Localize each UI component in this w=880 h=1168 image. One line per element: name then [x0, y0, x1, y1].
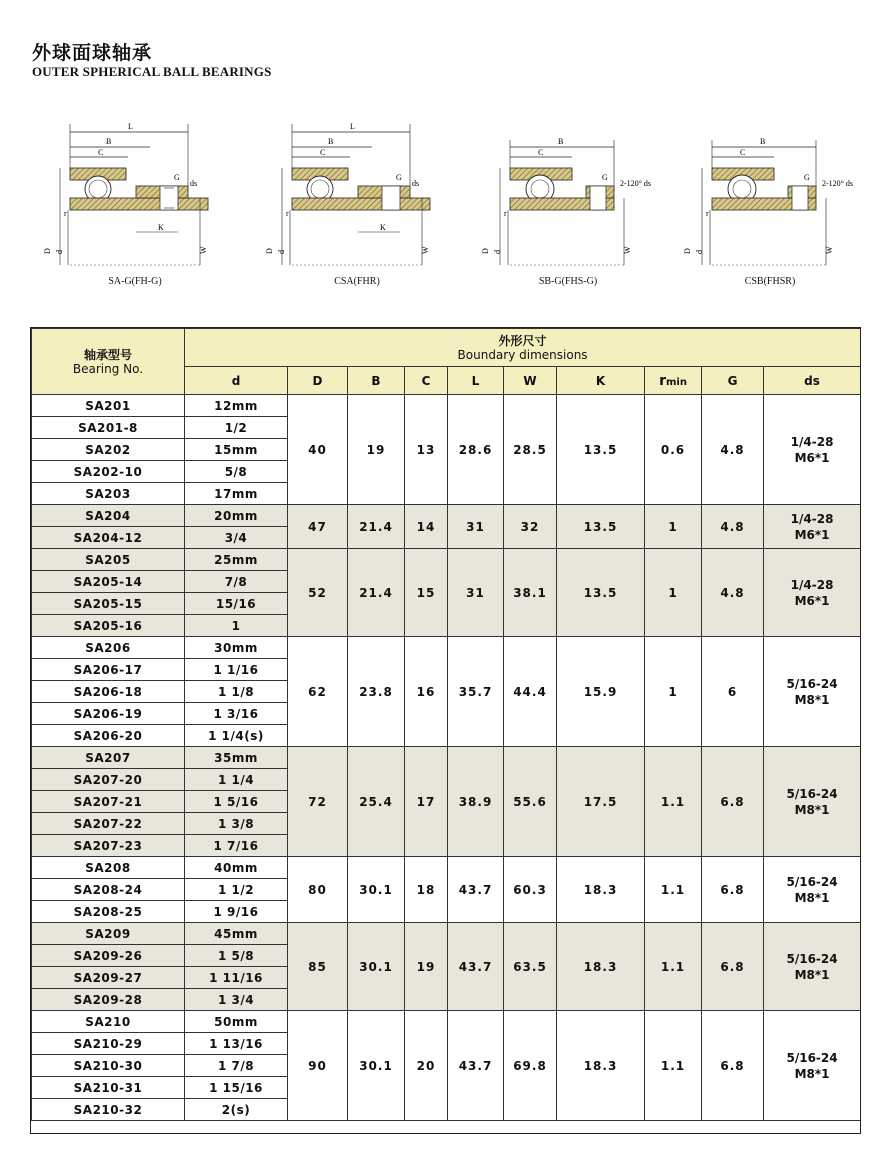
K-cell: 13.5 [557, 505, 645, 549]
dim-G-label: G [804, 173, 810, 182]
diagram-caption: CSA(FHR) [334, 276, 380, 287]
bearing-no-cell: SA208 [32, 857, 185, 879]
G-cell: 6.8 [702, 1011, 764, 1121]
bore-d-cell: 12mm [185, 395, 288, 417]
dim-r-label: r [64, 209, 67, 218]
bearing-no-cell: SA205 [32, 549, 185, 571]
ds-cell [764, 637, 861, 747]
dim-W-label: W [199, 246, 208, 254]
bearing-no-cell: SA204-12 [32, 527, 185, 549]
bore-d-cell: 1 1/8 [185, 681, 288, 703]
B-cell: 19 [348, 395, 405, 505]
L-cell: 31 [448, 549, 504, 637]
dim-B-label: B [106, 137, 112, 146]
dim-B-label: B [558, 137, 564, 146]
bore-d-cell: 1 3/8 [185, 813, 288, 835]
W-cell: 55.6 [504, 747, 557, 857]
bearing-no-header-en: Bearing No. [72, 361, 144, 376]
B-cell: 21.4 [348, 505, 405, 549]
boundary-dimensions-header-cn: 外形尺寸 [498, 333, 547, 348]
bore-d-cell: 1 7/8 [185, 1055, 288, 1077]
table-row [32, 1011, 861, 1033]
dim-d-label: d [493, 250, 502, 254]
K-cell: 18.3 [557, 857, 645, 923]
ds-thread-metric: M6*1 [794, 593, 830, 608]
K-cell: 15.9 [557, 637, 645, 747]
bearing-no-cell: SA209 [32, 923, 185, 945]
bearing-no-cell: SA201 [32, 395, 185, 417]
dim-D-label: D [265, 248, 274, 254]
B-cell: 30.1 [348, 857, 405, 923]
dim-G-label: G [396, 173, 402, 182]
C-cell: 15 [405, 549, 448, 637]
bearing-no-cell: SA205-15 [32, 593, 185, 615]
D-cell: 52 [288, 549, 348, 637]
bore-d-cell: 15mm [185, 439, 288, 461]
table-row [32, 395, 861, 417]
bore-d-cell: 35mm [185, 747, 288, 769]
col-header-rmin [645, 367, 702, 395]
L-cell: 28.6 [448, 395, 504, 505]
L-cell: 35.7 [448, 637, 504, 747]
C-cell: 16 [405, 637, 448, 747]
K-cell: 18.3 [557, 923, 645, 1011]
bore-d-cell: 50mm [185, 1011, 288, 1033]
table-row [32, 747, 861, 769]
dim-K-label: K [380, 223, 386, 232]
dim-C-label: C [538, 148, 544, 157]
dim-ds-label: 2-120° ds [822, 179, 853, 188]
dim-B-label: B [760, 137, 766, 146]
dim-ds-label: ds [412, 179, 420, 188]
bore-d-cell: 15/16 [185, 593, 288, 615]
rmin-cell: 0.6 [645, 395, 702, 505]
dim-B-label: B [328, 137, 334, 146]
bore-d-cell: 1 15/16 [185, 1077, 288, 1099]
boundary-dimensions-header-en: Boundary dimensions [457, 347, 588, 362]
bore-d-cell: 1 3/4 [185, 989, 288, 1011]
col-header-ds: ds [764, 367, 861, 395]
G-cell: 6.8 [702, 857, 764, 923]
bore-d-cell: 3/4 [185, 527, 288, 549]
W-cell: 63.5 [504, 923, 557, 1011]
W-cell: 32 [504, 505, 557, 549]
dim-D-label: D [481, 248, 490, 254]
D-cell: 62 [288, 637, 348, 747]
bearing-no-cell: SA210-30 [32, 1055, 185, 1077]
dim-K-label: K [158, 223, 164, 232]
L-cell: 43.7 [448, 857, 504, 923]
dim-d-label: d [55, 250, 64, 254]
bearing-no-cell: SA210 [32, 1011, 185, 1033]
D-cell: 85 [288, 923, 348, 1011]
ds-thread-metric: M8*1 [794, 1066, 830, 1081]
dim-W-label: W [623, 246, 632, 254]
dim-L-label: L [128, 122, 133, 131]
bearing-no-cell: SA206 [32, 637, 185, 659]
bore-d-cell: 40mm [185, 857, 288, 879]
bearing-no-cell: SA209-28 [32, 989, 185, 1011]
table-row [32, 923, 861, 945]
col-header-C: C [405, 367, 448, 395]
dim-C-label: C [740, 148, 746, 157]
W-cell: 44.4 [504, 637, 557, 747]
bore-d-cell: 1 13/16 [185, 1033, 288, 1055]
page-title-cn: 外球面球轴承 [32, 42, 153, 64]
bearing-no-cell: SA207 [32, 747, 185, 769]
G-cell: 4.8 [702, 549, 764, 637]
D-cell: 47 [288, 505, 348, 549]
bearing-no-header [32, 329, 185, 395]
W-cell: 60.3 [504, 857, 557, 923]
D-cell: 72 [288, 747, 348, 857]
C-cell: 13 [405, 395, 448, 505]
ds-cell [764, 1011, 861, 1121]
bearing-no-cell: SA201-8 [32, 417, 185, 439]
dim-ds-label: 2-120° ds [620, 179, 651, 188]
bearing-no-cell: SA205-14 [32, 571, 185, 593]
col-header-rmin-sub: min [665, 376, 687, 388]
K-cell: 13.5 [557, 395, 645, 505]
rmin-cell: 1 [645, 637, 702, 747]
C-cell: 18 [405, 857, 448, 923]
G-cell: 6.8 [702, 923, 764, 1011]
C-cell: 14 [405, 505, 448, 549]
bearing-no-cell: SA206-18 [32, 681, 185, 703]
ds-thread-inch: 5/16-24 [786, 786, 838, 801]
bore-d-cell: 17mm [185, 483, 288, 505]
col-header-d: d [185, 367, 288, 395]
dim-r-label: r [504, 209, 507, 218]
bore-d-cell: 2(s) [185, 1099, 288, 1121]
diagram-caption: CSB(FHSR) [744, 276, 796, 287]
rmin-cell: 1.1 [645, 1011, 702, 1121]
table-row [32, 637, 861, 659]
bore-d-cell: 20mm [185, 505, 288, 527]
bearing-no-cell: SA202 [32, 439, 185, 461]
dim-W-label: W [421, 246, 430, 254]
bore-d-cell: 1 11/16 [185, 967, 288, 989]
K-cell: 13.5 [557, 549, 645, 637]
C-cell: 19 [405, 923, 448, 1011]
B-cell: 21.4 [348, 549, 405, 637]
spec-table-body [32, 395, 861, 1121]
bore-d-cell: 1 5/16 [185, 791, 288, 813]
rmin-cell: 1 [645, 549, 702, 637]
bore-d-cell: 1 1/4(s) [185, 725, 288, 747]
ds-thread-metric: M8*1 [794, 692, 830, 707]
bearing-no-cell: SA203 [32, 483, 185, 505]
bore-d-cell: 1 [185, 615, 288, 637]
bearing-no-cell: SA210-31 [32, 1077, 185, 1099]
bore-d-cell: 25mm [185, 549, 288, 571]
K-cell: 18.3 [557, 1011, 645, 1121]
ds-thread-metric: M8*1 [794, 890, 830, 905]
col-header-G: G [702, 367, 764, 395]
diagram-csa [262, 110, 452, 295]
B-cell: 23.8 [348, 637, 405, 747]
diagram-caption: SB-G(FHS-G) [538, 276, 598, 287]
boundary-dimensions-header [185, 329, 861, 367]
col-header-D: D [288, 367, 348, 395]
dim-W-label: W [825, 246, 834, 254]
bore-d-cell: 1/2 [185, 417, 288, 439]
page-title-en: OUTER SPHERICAL BALL BEARINGS [32, 64, 272, 79]
dim-L-label: L [350, 122, 355, 131]
dim-d-label: d [277, 250, 286, 254]
dim-ds-label: ds [190, 179, 198, 188]
C-cell: 20 [405, 1011, 448, 1121]
bore-d-cell: 1 1/2 [185, 879, 288, 901]
W-cell: 28.5 [504, 395, 557, 505]
bearing-no-header-cn: 轴承型号 [83, 347, 132, 362]
ds-cell [764, 923, 861, 1011]
rmin-cell: 1.1 [645, 747, 702, 857]
ds-thread-metric: M6*1 [794, 450, 830, 465]
G-cell: 6.8 [702, 747, 764, 857]
ds-cell [764, 549, 861, 637]
bearing-no-cell: SA207-23 [32, 835, 185, 857]
col-header-B: B [348, 367, 405, 395]
G-cell: 4.8 [702, 395, 764, 505]
bearing-no-cell: SA209-26 [32, 945, 185, 967]
D-cell: 80 [288, 857, 348, 923]
bore-d-cell: 5/8 [185, 461, 288, 483]
G-cell: 6 [702, 637, 764, 747]
bore-d-cell: 7/8 [185, 571, 288, 593]
C-cell: 17 [405, 747, 448, 857]
dim-D-label: D [683, 248, 692, 254]
bore-d-cell: 1 3/16 [185, 703, 288, 725]
bore-d-cell: 1 9/16 [185, 901, 288, 923]
ds-thread-inch: 1/4-28 [790, 434, 834, 449]
diagram-caption: SA-G(FH-G) [108, 276, 162, 287]
dim-r-label: r [706, 209, 709, 218]
rmin-cell: 1.1 [645, 857, 702, 923]
rmin-cell: 1.1 [645, 923, 702, 1011]
dim-r-label: r [286, 209, 289, 218]
dim-D-label: D [43, 248, 52, 254]
ds-thread-inch: 1/4-28 [790, 577, 834, 592]
ds-thread-inch: 5/16-24 [786, 874, 838, 889]
ds-thread-metric: M8*1 [794, 967, 830, 982]
ds-thread-metric: M8*1 [794, 802, 830, 817]
bearing-no-cell: SA204 [32, 505, 185, 527]
D-cell: 90 [288, 1011, 348, 1121]
bearing-spec-table [31, 328, 861, 1121]
W-cell: 69.8 [504, 1011, 557, 1121]
diagram-csb [680, 110, 860, 295]
bearing-no-cell: SA210-29 [32, 1033, 185, 1055]
ds-thread-inch: 1/4-28 [790, 511, 834, 526]
L-cell: 43.7 [448, 1011, 504, 1121]
bearing-no-cell: SA208-24 [32, 879, 185, 901]
bearing-no-cell: SA207-20 [32, 769, 185, 791]
col-header-K: K [557, 367, 645, 395]
bearing-no-cell: SA206-20 [32, 725, 185, 747]
bearing-no-cell: SA202-10 [32, 461, 185, 483]
col-header-rmin-r: r [659, 372, 666, 389]
dim-G-label: G [602, 173, 608, 182]
table-row [32, 549, 861, 571]
ds-cell [764, 505, 861, 549]
bearing-no-cell: SA205-16 [32, 615, 185, 637]
bore-d-cell: 1 1/16 [185, 659, 288, 681]
bore-d-cell: 1 7/16 [185, 835, 288, 857]
D-cell: 40 [288, 395, 348, 505]
bearing-no-cell: SA208-25 [32, 901, 185, 923]
ds-cell [764, 747, 861, 857]
dim-C-label: C [98, 148, 104, 157]
W-cell: 38.1 [504, 549, 557, 637]
dim-G-label: G [174, 173, 180, 182]
L-cell: 38.9 [448, 747, 504, 857]
bore-d-cell: 1 1/4 [185, 769, 288, 791]
G-cell: 4.8 [702, 505, 764, 549]
dim-C-label: C [320, 148, 326, 157]
ds-cell [764, 857, 861, 923]
bearing-no-cell: SA210-32 [32, 1099, 185, 1121]
ds-thread-inch: 5/16-24 [786, 1050, 838, 1065]
K-cell: 17.5 [557, 747, 645, 857]
bearing-no-cell: SA206-17 [32, 659, 185, 681]
ds-thread-inch: 5/16-24 [786, 676, 838, 691]
L-cell: 43.7 [448, 923, 504, 1011]
B-cell: 30.1 [348, 1011, 405, 1121]
bore-d-cell: 1 5/8 [185, 945, 288, 967]
L-cell: 31 [448, 505, 504, 549]
ds-thread-metric: M6*1 [794, 527, 830, 542]
ds-cell [764, 395, 861, 505]
bearing-no-cell: SA207-22 [32, 813, 185, 835]
rmin-cell: 1 [645, 505, 702, 549]
table-row [32, 857, 861, 879]
bearing-no-cell: SA209-27 [32, 967, 185, 989]
B-cell: 25.4 [348, 747, 405, 857]
col-header-L: L [448, 367, 504, 395]
bearing-no-cell: SA207-21 [32, 791, 185, 813]
B-cell: 30.1 [348, 923, 405, 1011]
dim-d-label: d [695, 250, 704, 254]
bore-d-cell: 45mm [185, 923, 288, 945]
ds-thread-inch: 5/16-24 [786, 951, 838, 966]
diagram-sa-g [40, 110, 230, 295]
diagram-sb-g [478, 110, 658, 295]
col-header-W: W [504, 367, 557, 395]
table-row [32, 505, 861, 527]
bore-d-cell: 30mm [185, 637, 288, 659]
bearing-no-cell: SA206-19 [32, 703, 185, 725]
